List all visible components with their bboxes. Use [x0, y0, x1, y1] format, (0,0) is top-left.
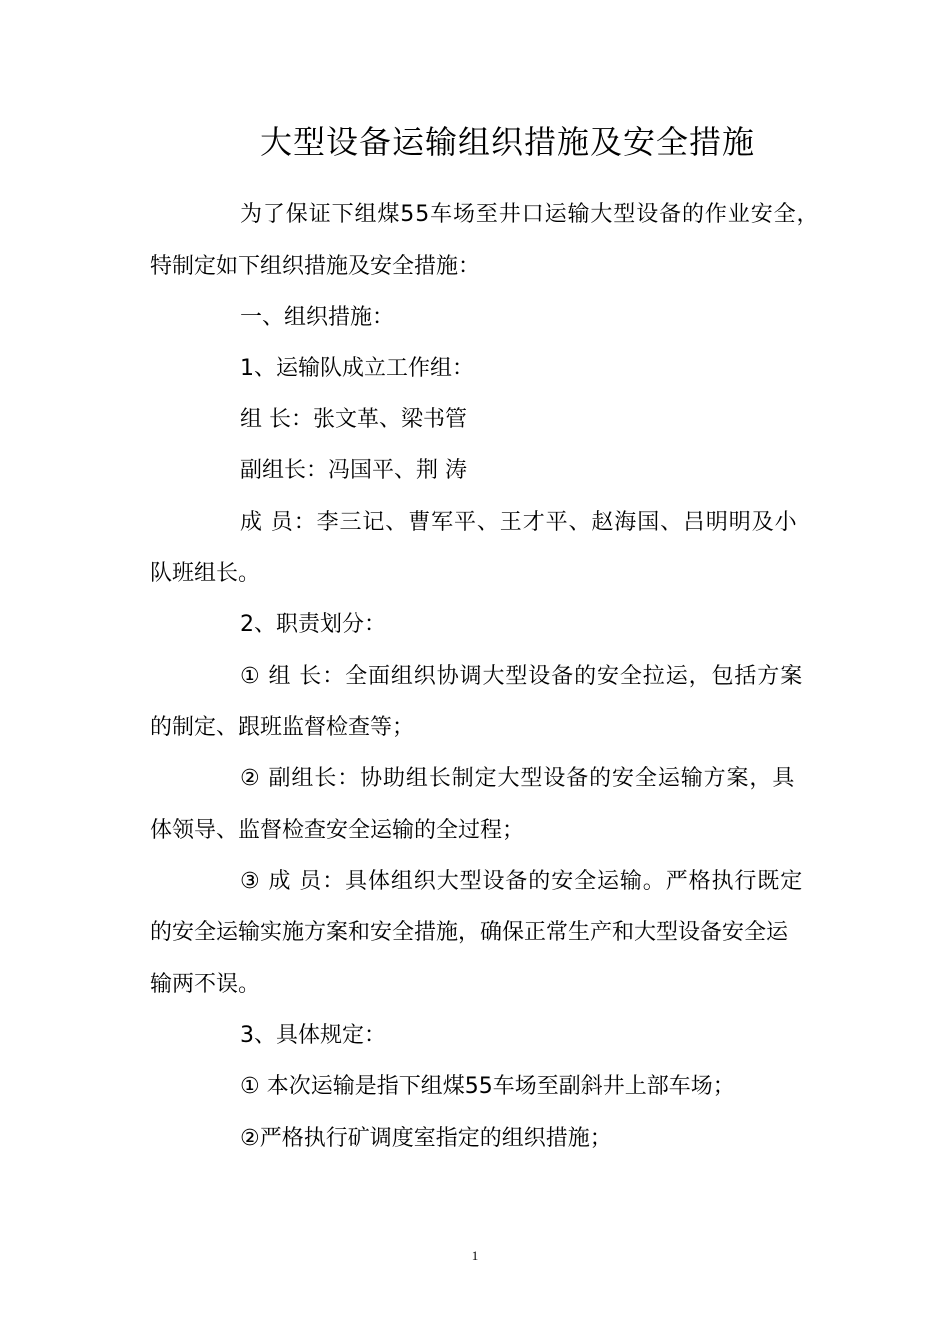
- paragraph-line: 特制定如下组织措施及安全措施：: [150, 254, 481, 279]
- paragraph-line: 队班组长。: [150, 561, 261, 586]
- subsection-heading: 1、运输队成立工作组：: [240, 356, 474, 381]
- document-title: 大型设备运输组织措施及安全措施: [259, 123, 755, 161]
- subsection-heading: 2、职责划分：: [240, 612, 386, 637]
- paragraph-line: 的制定、跟班监督检查等；: [150, 715, 415, 740]
- paragraph-line: 副组长：冯国平、荆 涛: [240, 458, 467, 483]
- paragraph-line: ②严格执行矿调度室指定的组织措施；: [240, 1126, 612, 1151]
- paragraph-line: ① 组 长：全面组织协调大型设备的安全拉运，包括方案: [240, 664, 804, 689]
- paragraph-line: ② 副组长：协助组长制定大型设备的安全运输方案，具: [240, 766, 796, 791]
- paragraph-line: 的安全运输实施方案和安全措施，确保正常生产和大型设备安全运: [150, 920, 789, 945]
- paragraph-line: 组 长：张文革、梁书管: [240, 407, 467, 432]
- paragraph-line: 输两不误。: [150, 972, 261, 997]
- paragraph-line: ③ 成 员：具体组织大型设备的安全运输。严格执行既定: [240, 869, 804, 894]
- paragraph-line: 体领导、监督检查安全运输的全过程；: [150, 818, 525, 843]
- paragraph-line: ① 本次运输是指下组煤55车场至副斜井上部车场；: [240, 1074, 735, 1099]
- page-number: 1: [471, 1248, 479, 1263]
- paragraph-line: 为了保证下组煤55车场至井口运输大型设备的作业安全，: [240, 202, 820, 227]
- paragraph-line: 成 员：李三记、曹军平、王才平、赵海国、吕明明及小: [240, 510, 798, 535]
- subsection-heading: 3、具体规定：: [240, 1023, 386, 1048]
- section-heading: 一、组织措施：: [240, 305, 395, 330]
